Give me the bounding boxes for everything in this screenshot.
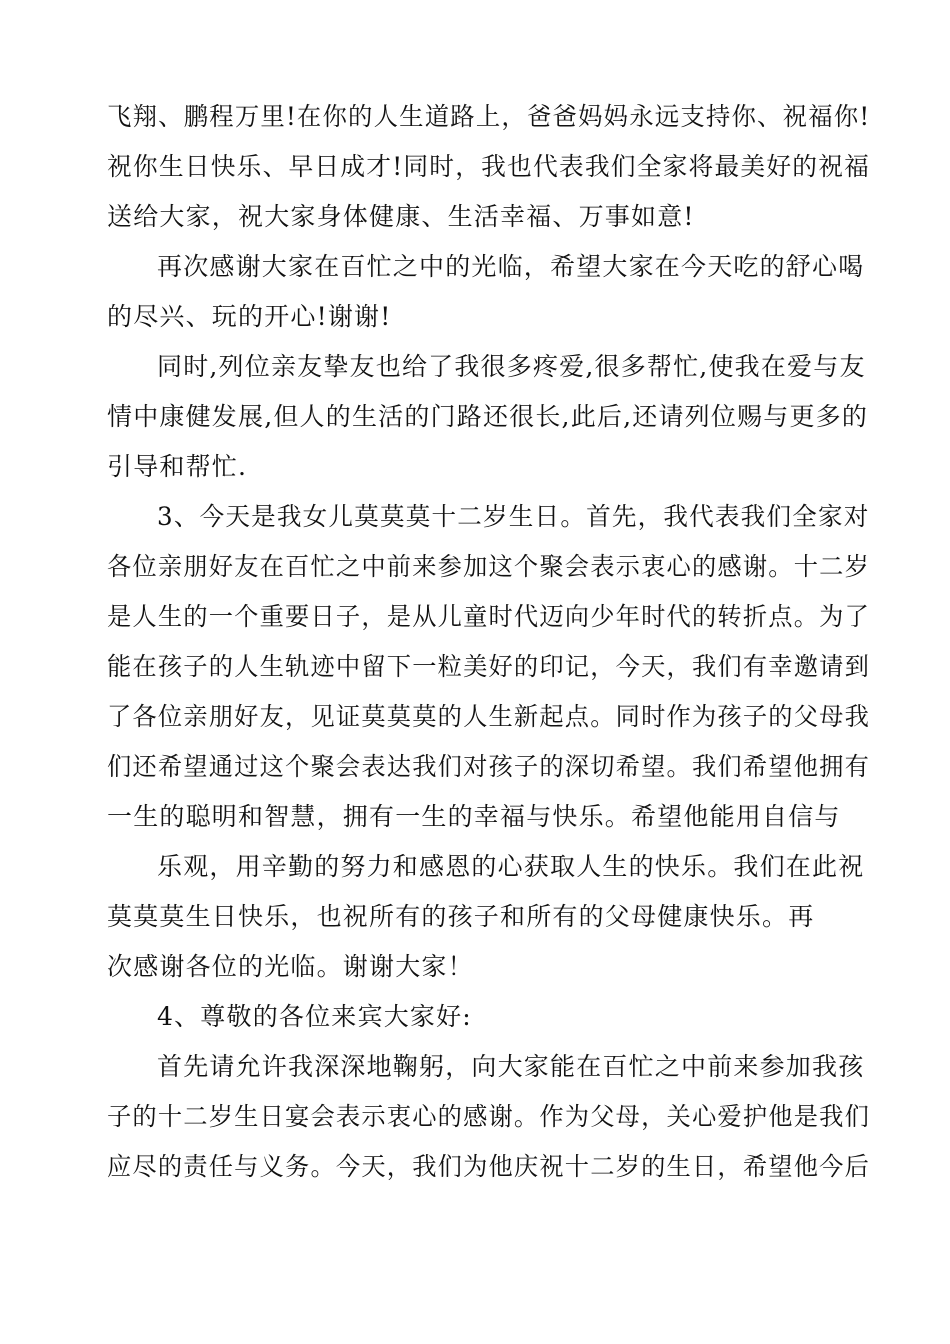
text-line: 莫莫莫生日快乐，也祝所有的孩子和所有的父母健康快乐。再 bbox=[107, 902, 815, 931]
text-line: 各位亲朋好友在百忙之中前来参加这个聚会表示衷心的感谢。十二岁 bbox=[107, 552, 871, 581]
text-line: 首先请允许我深深地鞠躬，向大家能在百忙之中前来参加我孩 bbox=[157, 1052, 865, 1081]
text-line: 再次感谢大家在百忙之中的光临，希望大家在今天吃的舒心喝 bbox=[157, 252, 865, 281]
text-line: 同时,列位亲友挚友也给了我很多疼爱,很多帮忙,使我在爱与友 bbox=[157, 352, 866, 381]
text-line: 了各位亲朋好友，见证莫莫莫的人生新起点。同时作为孩子的父母我 bbox=[107, 702, 871, 731]
text-line: 祝你生日快乐、早日成才!同时，我也代表我们全家将最美好的祝福 bbox=[107, 152, 871, 181]
text-line: 能在孩子的人生轨迹中留下一粒美好的印记，今天，我们有幸邀请到 bbox=[107, 652, 871, 681]
text-line: 子的十二岁生日宴会表示衷心的感谢。作为父母，关心爱护他是我们 bbox=[107, 1102, 871, 1131]
text-line: 的尽兴、玩的开心!谢谢! bbox=[107, 302, 392, 331]
text-line: 情中康健发展,但人的生活的门路还很长,此后,还请列位赐与更多的 bbox=[107, 402, 869, 431]
text-line: 们还希望通过这个聚会表达我们对孩子的深切希望。我们希望他拥有 bbox=[107, 752, 871, 781]
text-line: 次感谢各位的光临。谢谢大家！ bbox=[107, 952, 474, 981]
text-line: 引导和帮忙. bbox=[107, 452, 248, 481]
text-line: 4、尊敬的各位来宾大家好: bbox=[157, 1002, 472, 1031]
text-line: 飞翔、鹏程万里!在你的人生道路上，爸爸妈妈永远支持你、祝福你! bbox=[107, 102, 871, 131]
text-line: 应尽的责任与义务。今天，我们为他庆祝十二岁的生日，希望他今后 bbox=[107, 1152, 871, 1181]
text-line: 3、今天是我女儿莫莫莫十二岁生日。首先，我代表我们全家对 bbox=[157, 502, 870, 531]
text-line: 乐观，用辛勤的努力和感恩的心获取人生的快乐。我们在此祝 bbox=[157, 852, 865, 881]
text-line: 是人生的一个重要日子，是从儿童时代迈向少年时代的转折点。为了 bbox=[107, 602, 871, 631]
text-line: 送给大家，祝大家身体健康、生活幸福、万事如意! bbox=[107, 202, 695, 231]
text-line: 一生的聪明和智慧，拥有一生的幸福与快乐。希望他能用自信与 bbox=[107, 802, 841, 831]
